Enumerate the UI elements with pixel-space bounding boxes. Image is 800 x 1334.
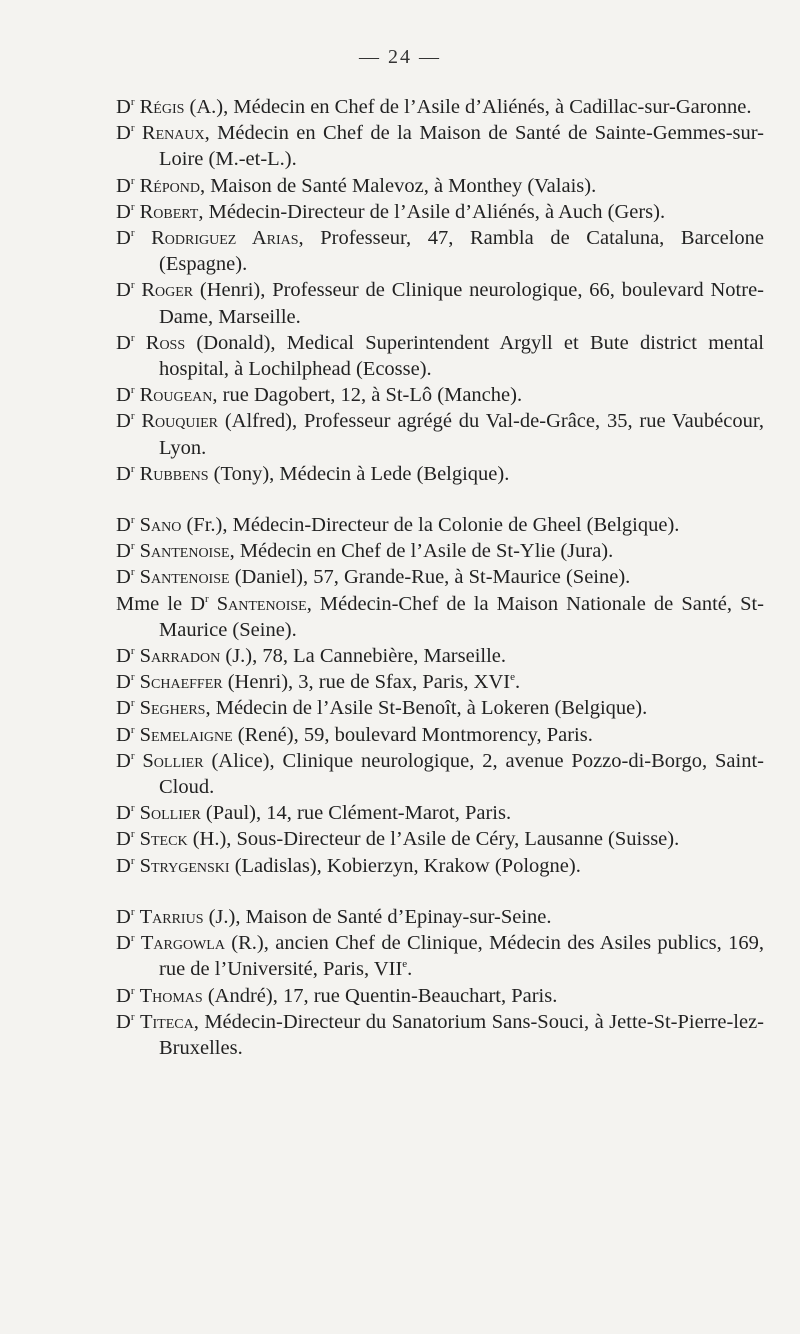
doctor-name: Régis xyxy=(139,96,185,118)
doctor-title xyxy=(116,96,134,118)
doctor-name: Tarrius xyxy=(139,905,204,928)
directory-entry xyxy=(116,853,764,879)
doctor-title-initial: D xyxy=(116,723,131,746)
doctor-title xyxy=(116,227,134,249)
doctor-name: Thomas xyxy=(139,984,203,1007)
entry-details: (Tony), Médecin à Lede (Belgique). xyxy=(208,462,510,485)
doctor-title xyxy=(116,122,134,144)
doctor-title-superscript: r xyxy=(130,697,135,710)
entry-details: (R.), ancien Chef de Clinique, Médecin des Asiles publics, 169, rue de l’Université, Paris, VII xyxy=(159,932,765,981)
doctor-name: Seghers xyxy=(139,697,206,720)
directory-entry xyxy=(116,512,764,538)
doctor-title xyxy=(116,384,134,406)
doctor-title-superscript: r xyxy=(130,645,135,658)
directory-entry xyxy=(116,382,764,408)
doctor-title-initial: D xyxy=(116,645,131,668)
entry-details: , Médecin en Chef de l’Asile de St-Ylie (Jura). xyxy=(229,540,614,563)
doctor-title xyxy=(116,932,134,954)
doctor-name: Titeca xyxy=(139,1010,194,1033)
entry-details: (Henri), Professeur de Clinique neurologique, 66, boulevard Notre-Dame, Marseille. xyxy=(159,279,764,328)
doctor-title-initial: D xyxy=(116,540,131,563)
entry-details: (Paul), 14, rue Clément-Marot, Paris. xyxy=(200,802,512,825)
doctor-title-initial: D xyxy=(190,592,206,615)
doctor-title-superscript: r xyxy=(130,540,135,553)
entry-details: (René), 59, boulevard Montmorency, Paris. xyxy=(232,723,593,746)
doctor-title-superscript: r xyxy=(130,122,135,135)
directory-entry xyxy=(116,669,764,695)
directory-entry xyxy=(116,983,764,1009)
entry-details: , Professeur, 47, Rambla de Cataluna, Barcelone (Espagne). xyxy=(159,227,764,276)
entry-details: (Alfred), Professeur agrégé du Val-de-Grâce, 35, rue Vaubécour, Lyon. xyxy=(159,410,765,459)
doctor-name: Semelaigne xyxy=(139,723,233,746)
directory-list xyxy=(116,94,764,1061)
doctor-title-initial: D xyxy=(116,514,131,537)
doctor-title-superscript: r xyxy=(130,384,135,397)
entry-details: (J.), 78, La Cannebière, Marseille. xyxy=(220,645,507,668)
entry-details: , Médecin en Chef de la Maison de Santé de Sainte-Gemmes-sur-Loire (M.-et-L.). xyxy=(159,122,765,171)
doctor-title xyxy=(116,279,134,301)
entry-prefix: Mme le xyxy=(116,592,191,615)
entry-details: , Médecin-Directeur de l’Asile d’Aliénés, à Auch (Gers). xyxy=(198,200,666,223)
directory-entry xyxy=(116,591,764,643)
doctor-name: Robert xyxy=(139,200,199,223)
doctor-name: Santenoise xyxy=(139,540,230,563)
entry-details: , Maison de Santé Malevoz, à Monthey (Valais). xyxy=(199,174,597,197)
doctor-title-superscript: r xyxy=(130,905,135,918)
entry-details: , rue Dagobert, 12, à St-Lô (Manche). xyxy=(212,384,523,407)
entry-tail: . xyxy=(407,958,413,981)
directory-entry xyxy=(116,722,764,748)
doctor-name: Répond xyxy=(139,174,200,197)
doctor-title-superscript: r xyxy=(130,331,135,344)
entry-details: , Médecin-Chef de la Maison Nationale de Santé, St-Maurice (Seine). xyxy=(159,592,764,641)
doctor-name: Targowla xyxy=(140,932,225,955)
entry-details: , Médecin de l’Asile St-Benoît, à Lokeren (Belgique). xyxy=(205,697,648,720)
doctor-title xyxy=(116,697,134,719)
doctor-name: Santenoise xyxy=(216,592,307,615)
doctor-title-initial: D xyxy=(116,174,131,197)
ordinal-superscript: e xyxy=(402,958,408,971)
doctor-title-initial: D xyxy=(116,697,131,720)
doctor-title xyxy=(116,985,134,1007)
doctor-title-superscript: r xyxy=(130,802,135,815)
doctor-title xyxy=(116,175,134,197)
doctor-name: Rubbens xyxy=(139,462,209,485)
doctor-title xyxy=(116,645,134,667)
page-number: — 24 — xyxy=(359,46,441,68)
doctor-title xyxy=(116,724,134,746)
directory-entry xyxy=(116,826,764,852)
doctor-title-superscript: r xyxy=(130,410,135,423)
doctor-name: Sollier xyxy=(142,749,204,772)
doctor-title xyxy=(116,750,134,772)
doctor-title-superscript: r xyxy=(130,96,135,108)
doctor-title-initial: D xyxy=(116,410,131,433)
entry-details: (J.), Maison de Santé d’Epinay-sur-Seine. xyxy=(203,905,552,928)
doctor-title-initial: D xyxy=(116,462,131,485)
doctor-title-superscript: r xyxy=(130,854,135,867)
doctor-name: Sano xyxy=(139,514,182,537)
doctor-title-initial: D xyxy=(116,200,131,223)
doctor-name: Rodriguez Arias xyxy=(151,227,299,250)
doctor-title-initial: D xyxy=(116,96,131,118)
doctor-title-initial: D xyxy=(116,566,131,589)
entry-details: (Ladislas), Kobierzyn, Krakow (Pologne). xyxy=(229,854,581,877)
entry-tail: . xyxy=(514,671,521,694)
doctor-title-superscript: r xyxy=(130,279,135,292)
directory-entry xyxy=(116,330,764,382)
section-separator xyxy=(116,879,764,904)
doctor-title-initial: D xyxy=(116,331,131,354)
doctor-name: Roger xyxy=(141,279,194,302)
doctor-title-superscript: r xyxy=(130,200,135,213)
directory-entry xyxy=(116,199,764,225)
doctor-name: Strygenski xyxy=(139,854,230,877)
doctor-title-initial: D xyxy=(116,749,131,772)
directory-entry xyxy=(116,120,764,172)
doctor-title xyxy=(190,593,208,615)
directory-entry xyxy=(116,173,764,199)
directory-entry xyxy=(116,408,764,460)
entry-details: (A.), Médecin en Chef de l’Asile d’Aliénés, à Cadillac-sur-Garonne. xyxy=(184,96,752,118)
doctor-title-superscript: r xyxy=(130,462,135,475)
doctor-name: Sarradon xyxy=(139,645,221,668)
doctor-title-superscript: r xyxy=(130,984,135,997)
directory-entry xyxy=(116,930,764,982)
directory-entry xyxy=(116,538,764,564)
directory-entry xyxy=(116,904,764,930)
doctor-name: Schaeffer xyxy=(139,671,223,694)
doctor-title-superscript: r xyxy=(130,671,135,684)
doctor-title-superscript: r xyxy=(130,723,135,736)
doctor-title xyxy=(116,671,134,693)
entry-details: (André), 17, rue Quentin-Beauchart, Paris. xyxy=(202,984,558,1007)
doctor-title-initial: D xyxy=(116,279,131,302)
doctor-name: Steck xyxy=(139,828,188,851)
ordinal-superscript: e xyxy=(510,671,515,684)
entry-details: (Daniel), 57, Grande-Rue, à St-Maurice (Seine). xyxy=(229,566,631,589)
doctor-name: Rouquier xyxy=(141,410,218,433)
directory-entry xyxy=(116,1009,764,1061)
doctor-title xyxy=(116,514,134,536)
doctor-title-initial: D xyxy=(116,1010,131,1033)
doctor-name: Rougean xyxy=(139,384,213,407)
directory-entry xyxy=(116,277,764,329)
doctor-title xyxy=(116,855,134,877)
section-separator xyxy=(116,487,764,512)
doctor-title-initial: D xyxy=(116,854,131,877)
entry-details: (Donald), Medical Superintendent Argyll et Bute district mental hospital, à Lochilphead (Ecosse). xyxy=(159,331,764,381)
entry-details: (Fr.), Médecin-Directeur de la Colonie de Gheel (Belgique). xyxy=(181,514,680,537)
doctor-title-initial: D xyxy=(116,905,131,928)
directory-entry xyxy=(116,461,764,487)
doctor-title-superscript: r xyxy=(130,828,135,841)
doctor-title-superscript: r xyxy=(130,566,135,579)
directory-entry xyxy=(116,800,764,826)
entry-details: (Alice), Clinique neurologique, 2, avenue Pozzo-di-Borgo, Saint-Cloud. xyxy=(159,749,765,799)
doctor-title-initial: D xyxy=(116,227,131,250)
doctor-title xyxy=(116,906,134,928)
doctor-title-superscript: r xyxy=(130,932,135,945)
directory-entry xyxy=(116,94,764,120)
doctor-title xyxy=(116,1011,134,1033)
doctor-title-initial: D xyxy=(116,828,131,851)
doctor-title xyxy=(116,802,134,824)
doctor-title-initial: D xyxy=(116,802,131,825)
directory-entry xyxy=(116,748,764,800)
directory-entry xyxy=(116,643,764,669)
doctor-title xyxy=(116,332,134,354)
doctor-name: Renaux xyxy=(141,122,205,145)
doctor-title xyxy=(116,201,134,223)
doctor-title-superscript: r xyxy=(130,227,135,240)
doctor-title-initial: D xyxy=(116,932,131,955)
doctor-title-superscript: r xyxy=(130,514,135,527)
doctor-title-initial: D xyxy=(116,122,131,145)
doctor-title xyxy=(116,463,134,485)
doctor-title-initial: D xyxy=(116,384,131,407)
directory-entry xyxy=(116,225,764,277)
doctor-title xyxy=(116,828,134,850)
doctor-title-superscript: r xyxy=(130,1010,135,1023)
doctor-title-initial: D xyxy=(116,984,131,1007)
doctor-name: Ross xyxy=(145,331,186,354)
entry-details: (H.), Sous-Directeur de l’Asile de Céry, Lausanne (Suisse). xyxy=(187,828,680,851)
doctor-title-superscript: r xyxy=(130,174,135,187)
doctor-name: Sollier xyxy=(139,802,201,825)
doctor-title xyxy=(116,566,134,588)
entry-details: (Henri), 3, rue de Sfax, Paris, XVI xyxy=(222,671,511,694)
entry-details: , Médecin-Directeur du Sanatorium Sans-Souci, à Jette-St-Pierre-lez-Bruxelles. xyxy=(159,1010,764,1059)
doctor-name: Santenoise xyxy=(139,566,230,589)
doctor-title-superscript: r xyxy=(205,592,209,605)
directory-entry xyxy=(116,695,764,721)
doctor-title-initial: D xyxy=(116,671,131,694)
doctor-title-superscript: r xyxy=(130,749,135,762)
doctor-title xyxy=(116,540,134,562)
directory-entry xyxy=(116,564,764,590)
doctor-title xyxy=(116,410,134,432)
